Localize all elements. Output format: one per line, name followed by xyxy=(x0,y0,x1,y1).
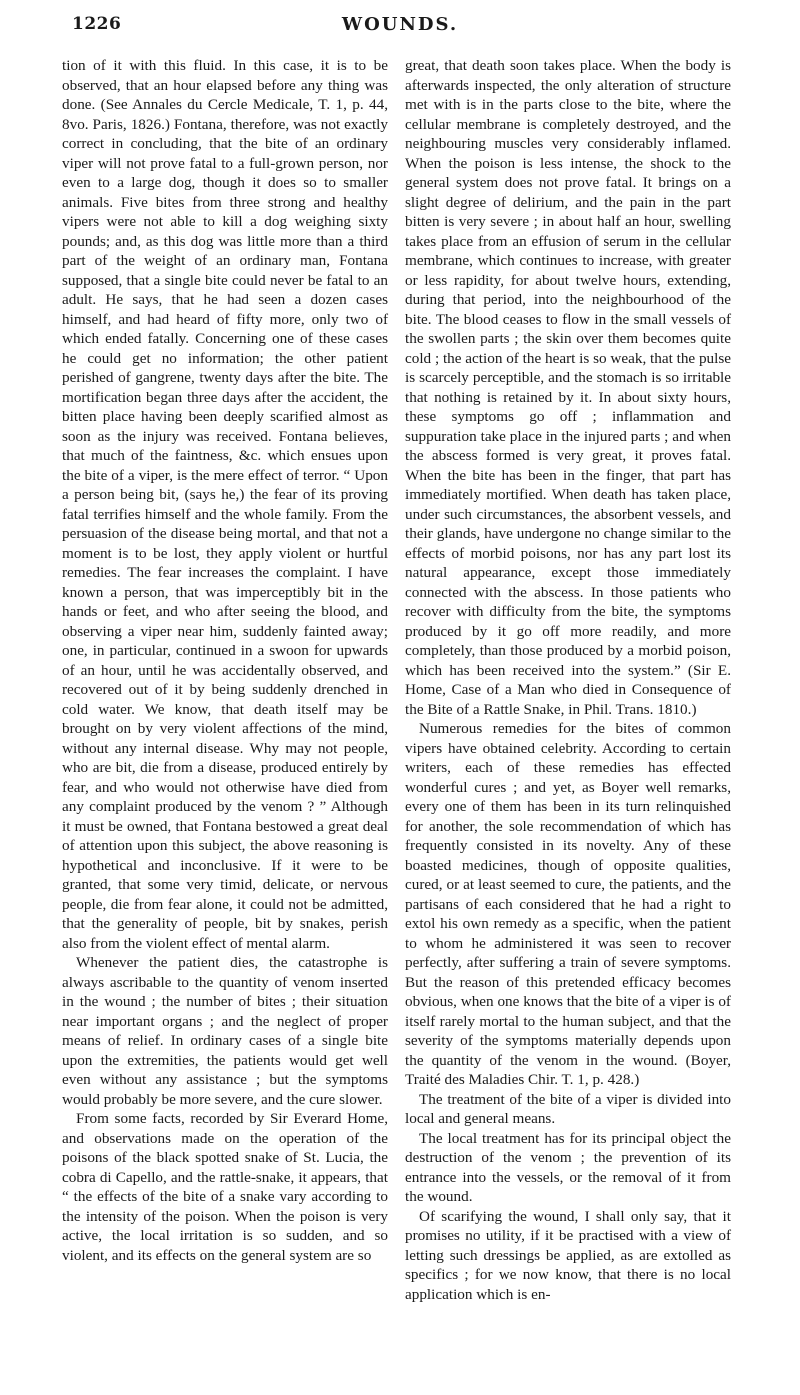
paragraph: Whenever the patient dies, the catastrophe is always ascribable to the quantity of venom inserted in the wound ; the number of bites ; their situation near important organs ; and the neglect of proper means of relief. In ordinary cases of a single bite upon the extremities, the patients would get well even without any assistance ; but the symptoms would probably be more severe, and the cure slower. xyxy=(62,954,388,1108)
paragraph: The local treatment has for its principal object the destruction of the venom ; the prevention of its entrance into the vessels, or the removal of it from the wound. xyxy=(405,1129,731,1205)
page-number: 1226 xyxy=(72,14,122,34)
paragraph: tion of it with this fluid. In this case, it is to be observed, that an hour elapsed before any thing was done. (See Annales du Cercle Medicale, T. 1, p. 44, 8vo. Paris, 1826.) Fontana, therefore, was not exactly correct in concluding, that the bite of an ordinary viper will not prove fatal to a full-grown person, nor even to a large dog, though it does so to smaller animals. Five bites from three strong and healthy vipers were not able to kill a dog weighing sixty pounds; and, as this dog was little more than a third part of the weight of an ordinary man, Fontana supposed, that a single bite could never be fatal to an adult. He says, that he had seen a dozen cases himself, and had heard of fifty more, only two of which ended fatally. Concerning one of these cases he could get no information; the other patient perished of gangrene, twenty days after the bite. The mortification began three days after the accident, the bitten place having been deeply scarified almost as soon as the injury was received. Fontana believes, that much of the faintness, &c. which ensues upon the bite of a viper, is the mere effect of terror. “ Upon a person being bit, (says he,) the fear of its proving fatal terrifies himself and the whole family. From the persuasion of the disease being mortal, and that not a moment is to be lost, they apply violent or hurtful remedies. The fear increases the complaint. I have known a person, that was imperceptibly bit in the hands or feet, and who after seeing the blood, and observing a viper near him, suddenly fainted away; one, in particular, continued in a swoon for upwards of an hour, until he was accidentally observed, and recovered out of it by being suddenly drenched in cold water. We know, that death itself may be brought on by very violent affections of the mind, without any internal disease. Why may not people, who are bit, die from a disease, produced entirely by fear, and who would not otherwise have died from any complaint produced by the venom ? ” Although it must be owned, that Fontana bestowed a great deal of attention upon this subject, the above reasoning is hypothetical and inconclusive. If it were to be granted, that some very timid, delicate, or nervous people, die from fear alone, it could not be admitted, that the generality of people, bit by snakes, perish also from the violent effect of mental alarm. xyxy=(62,57,388,952)
left-column xyxy=(62,56,388,1265)
page-header xyxy=(0,14,800,40)
paragraph: From some facts, recorded by Sir Everard Home, and observations made on the operation of the poisons of the black spotted snake of St. Lucia, the cobra di Capello, and the rattle-snake, it appears, that “ the effects of the bite of a snake vary according to the intensity of the poison. When the poison is very active, the local irritation is so sudden, and so violent, and its effects on the general system are so xyxy=(62,1110,388,1264)
paragraph: Numerous remedies for the bites of common vipers have obtained celebrity. According to certain writers, each of these remedies has effected wonderful cures ; and yet, as Boyer well remarks, every one of them has been in its turn relinquished for another, the sole recommendation of which has frequently consisted in its novelty. Any of these boasted medicines, though of opposite qualities, cured, or at least seemed to cure, the patients, and the partisans of each considered that he had a right to extol his own remedy as a specific, when the patient to whom he administered it was seen to recover perfectly, after suffering a train of severe symptoms. But the reason of this pretended efficacy becomes obvious, when one knows that the bite of a viper is of itself rarely mortal to the human subject, and that the severity of the symptoms materially depends upon the quantity of the venom in the wound. (Boyer, Traité des Maladies Chir. T. 1, p. 428.) xyxy=(405,720,731,1088)
paragraph: The treatment of the bite of a viper is divided into local and general means. xyxy=(405,1090,731,1127)
paragraph: Of scarifying the wound, I shall only say, that it promises no utility, if it be practised with a view of letting such dressings be applied, as are extolled as specifics ; for we now know, that there is no local application which is en- xyxy=(405,1207,731,1303)
running-head: WOUNDS. xyxy=(341,14,459,35)
right-column xyxy=(405,56,731,1304)
paragraph: great, that death soon takes place. When the body is afterwards inspected, the only alteration of structure met with is in the parts close to the bite, where the cellular membrane is completely destroyed, and the neighbouring muscles very considerably inflamed. When the poison is less intense, the shock to the general system does not prove fatal. It brings on a slight degree of delirium, and the pain in the part bitten is very severe ; in about half an hour, swelling takes place from an effusion of serum in the cellular membrane, which continues to increase, with greater or less rapidity, for about twelve hours, extending, during that period, into the neighbourhood of the bite. The blood ceases to flow in the small vessels of the swollen parts ; the skin over them becomes quite cold ; the action of the heart is so weak, that the pulse is scarcely perceptible, and the stomach is so irritable that nothing is retained by it. In about sixty hours, these symptoms go off ; inflammation and suppuration take place in the injured parts ; and when the abscess formed is very great, it proves fatal. When the bite has been in the finger, that part has immediately mortified. When death has taken place, under such circumstances, the absorbent vessels, and their glands, have undergone no change similar to the effects of morbid poisons, nor has any part lost its natural appearance, except those immediately connected with the abscess. In those patients who recover with difficulty from the bite, the symptoms produced by it go off more readily, and more completely, than those produced by a morbid poison, which has been received into the system.” (Sir E. Home, Case of a Man who died in Consequence of the Bite of a Rattle Snake, in Phil. Trans. 1810.) xyxy=(405,57,732,718)
